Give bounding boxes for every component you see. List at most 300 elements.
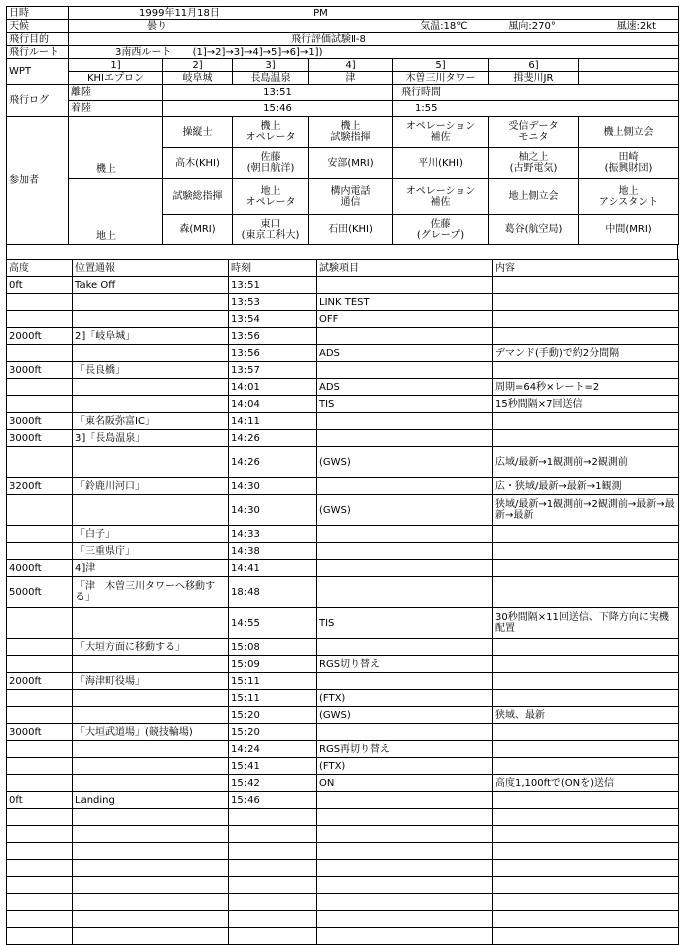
cell-line: 補佐 (430, 132, 451, 143)
weather-label: 天候 (7, 20, 69, 33)
cell-line: 高木(KHI) (175, 157, 220, 169)
test-item-cell: TIS (317, 608, 493, 639)
test-item-cell (317, 560, 493, 577)
empty-cell (493, 877, 679, 894)
cell-line: 地上 (618, 185, 639, 197)
cell-line: 平川(KHI) (418, 157, 463, 169)
empty-cell (317, 928, 493, 945)
table-row (7, 495, 679, 526)
empty-cell (7, 877, 73, 894)
empty-cell (73, 894, 229, 911)
test-item-cell (317, 430, 493, 447)
position-cell: 「三重県庁」 (73, 543, 229, 560)
position-cell: 「海津町役場」 (73, 673, 229, 690)
position-cell (73, 775, 229, 792)
time-cell: 15:46 (229, 792, 317, 809)
table-row (7, 478, 679, 495)
onboard-name (309, 148, 393, 179)
wpt-name: 木曽三川タワー (393, 72, 489, 85)
onboard-label: 機上 (96, 164, 116, 175)
test-item-cell (317, 577, 493, 608)
content-cell (493, 311, 679, 328)
landing-row (7, 101, 679, 117)
time-cell: 14:55 (229, 608, 317, 639)
wpt-number: 6] (489, 59, 579, 72)
time-cell: 14:24 (229, 741, 317, 758)
position-cell: 「大垣方面に移動する」 (73, 639, 229, 656)
time-cell: 13:54 (229, 311, 317, 328)
content-cell: 高度1,100ftで(ONを)送信 (493, 775, 679, 792)
altitude-cell (7, 294, 73, 311)
test-item-cell: OFF (317, 311, 493, 328)
test-item-cell: (FTX) (317, 690, 493, 707)
time-cell: 14:38 (229, 543, 317, 560)
empty-row (7, 860, 679, 877)
empty-cell (317, 911, 493, 928)
ground-name (163, 215, 233, 245)
content-cell (493, 741, 679, 758)
test-item-cell: TIS (317, 396, 493, 413)
test-item-cell: ADS (317, 345, 493, 362)
empty-cell (229, 894, 317, 911)
altitude-cell (7, 526, 73, 543)
ground-role (233, 179, 309, 215)
cell-line: 機上 (260, 121, 281, 132)
ground-name (579, 215, 679, 245)
onboard-role (309, 117, 393, 148)
altitude-cell: 3000ft (7, 724, 73, 741)
cell-line: 田崎 (618, 152, 639, 163)
time-cell: 14:33 (229, 526, 317, 543)
cell-line: 柚之上 (518, 152, 549, 163)
empty-cell (229, 826, 317, 843)
cell-line: 東口 (260, 218, 281, 230)
ground-role (163, 179, 233, 215)
cell-line: (東京工科大) (241, 229, 300, 241)
cell-line: オペレーション (405, 121, 476, 132)
altitude-cell (7, 639, 73, 656)
empty-row (7, 843, 679, 860)
empty-cell (317, 877, 493, 894)
wpt-name: KHIエプロン (69, 72, 163, 85)
altitude-cell (7, 543, 73, 560)
altitude-cell: 3000ft (7, 413, 73, 430)
empty-cell (317, 843, 493, 860)
test-item-cell (317, 673, 493, 690)
content-cell (493, 792, 679, 809)
table-row (7, 311, 679, 328)
altitude-cell (7, 775, 73, 792)
table-row (7, 656, 679, 673)
altitude-cell: 3000ft (7, 430, 73, 447)
content-cell (493, 543, 679, 560)
wpt-label: WPT (7, 59, 69, 85)
altitude-cell: 0ft (7, 277, 73, 294)
empty-cell (7, 928, 73, 945)
empty-cell (7, 809, 73, 826)
cell-line: (振興財団) (604, 163, 653, 174)
cell-line: アシスタント (598, 196, 659, 208)
time-cell: 15:20 (229, 707, 317, 724)
empty-cell (493, 911, 679, 928)
content-cell: 15秒間隔×7回送信 (493, 396, 679, 413)
content-cell (493, 430, 679, 447)
cell-line: (グレープ) (416, 229, 465, 241)
time-cell: 13:51 (229, 277, 317, 294)
table-row (7, 577, 679, 608)
purpose-row (7, 33, 679, 46)
position-cell (73, 379, 229, 396)
route-label: 飛行ルート (7, 46, 69, 59)
cell-line: 佐藤 (260, 152, 281, 163)
position-cell: 「白子」 (73, 526, 229, 543)
content-cell: 狭域、最新 (493, 707, 679, 724)
table-row (7, 430, 679, 447)
test-item-cell (317, 792, 493, 809)
empty-cell (73, 911, 229, 928)
time-cell: 15:11 (229, 690, 317, 707)
content-cell: 広・狭域/最新→最新→1観測 (493, 478, 679, 495)
empty-cell (493, 894, 679, 911)
ground-label: 地上 (96, 231, 116, 242)
content-cell (493, 758, 679, 775)
content-cell (493, 690, 679, 707)
ground-name (309, 215, 393, 245)
content-cell (493, 560, 679, 577)
time-cell: 15:08 (229, 639, 317, 656)
altitude-cell (7, 311, 73, 328)
header-test-item: 試験項目 (317, 260, 493, 277)
table-row (7, 345, 679, 362)
onboard-role (393, 117, 489, 148)
table-row (7, 526, 679, 543)
test-item-cell (317, 543, 493, 560)
ground-role (393, 179, 489, 215)
test-item-cell (317, 277, 493, 294)
position-cell (73, 447, 229, 478)
altitude-cell (7, 379, 73, 396)
purpose-value: 飛行評価試験Ⅱ-8 (69, 33, 679, 46)
test-item-cell: ON (317, 775, 493, 792)
table-row (7, 328, 679, 345)
test-item-cell (317, 526, 493, 543)
cell-line: 試験総指揮 (172, 191, 223, 202)
onboard-name (393, 148, 489, 179)
test-item-cell (317, 639, 493, 656)
flight-info-table (6, 6, 679, 245)
altitude-cell (7, 495, 73, 526)
test-item-cell (317, 724, 493, 741)
route-name: 3南西ルート (115, 46, 172, 58)
time-cell: 15:09 (229, 656, 317, 673)
wind-speed: 風速:2kt (616, 20, 657, 32)
empty-cell (493, 860, 679, 877)
cell-line: 構内電話 (330, 185, 371, 197)
content-cell (493, 673, 679, 690)
empty-cell (229, 809, 317, 826)
test-item-cell: (GWS) (317, 707, 493, 724)
altitude-cell: 0ft (7, 792, 73, 809)
empty-cell (7, 843, 73, 860)
cell-line: 地上 (260, 185, 281, 197)
ground-name (233, 215, 309, 245)
onboard-role (579, 117, 679, 148)
takeoff-row (7, 85, 679, 101)
altitude-cell (7, 758, 73, 775)
content-cell (493, 362, 679, 379)
empty-cell (493, 826, 679, 843)
temperature: 気温:18℃ (420, 20, 468, 32)
empty-row (7, 911, 679, 928)
position-cell (73, 656, 229, 673)
cell-line: 地上側立会 (508, 191, 559, 202)
header-altitude: 高度 (7, 260, 73, 277)
empty-cell (317, 809, 493, 826)
table-row (7, 277, 679, 294)
test-item-cell: (GWS) (317, 495, 493, 526)
empty-cell (7, 860, 73, 877)
position-cell (73, 758, 229, 775)
empty-cell (73, 877, 229, 894)
cell-line: 葛谷(航空局) (504, 224, 563, 235)
altitude-cell (7, 741, 73, 758)
landing-label: 着陸 (69, 101, 163, 117)
position-cell (73, 608, 229, 639)
empty-cell (229, 928, 317, 945)
empty-cell (317, 860, 493, 877)
cell-line: 操縦士 (182, 126, 213, 138)
onboard-name (163, 148, 233, 179)
onboard-role (163, 117, 233, 148)
altitude-cell (7, 396, 73, 413)
content-cell (493, 577, 679, 608)
table-row (7, 294, 679, 311)
time-cell: 13:56 (229, 345, 317, 362)
position-cell: 「東名阪弥富IC」 (73, 413, 229, 430)
time-cell: 15:41 (229, 758, 317, 775)
empty-cell (229, 843, 317, 860)
altitude-cell (7, 447, 73, 478)
empty-cell (493, 809, 679, 826)
content-cell (493, 724, 679, 741)
position-cell (73, 707, 229, 724)
test-item-cell (317, 362, 493, 379)
cell-line: オペレータ (245, 132, 296, 143)
test-item-cell: (GWS) (317, 447, 493, 478)
altitude-cell: 2000ft (7, 328, 73, 345)
empty-cell (73, 826, 229, 843)
ground-role (309, 179, 393, 215)
position-cell (73, 690, 229, 707)
wpt-name-row (7, 72, 679, 85)
onboard-roles-row (7, 117, 679, 148)
table-row (7, 724, 679, 741)
cell-line: モニタ (518, 132, 549, 143)
empty-row (7, 894, 679, 911)
wpt-name: 津 (309, 72, 393, 85)
weather-value: 曇り (147, 20, 167, 32)
position-cell (73, 311, 229, 328)
wpt-name: 揖斐川JR (489, 72, 579, 85)
date-row (7, 7, 679, 20)
table-row (7, 758, 679, 775)
empty-cell (73, 928, 229, 945)
test-item-cell: RGS再切り替え (317, 741, 493, 758)
table-row (7, 792, 679, 809)
wind-direction: 風向:270° (508, 20, 556, 32)
table-row (7, 775, 679, 792)
position-cell (73, 345, 229, 362)
weather-row (7, 20, 679, 33)
table-row (7, 560, 679, 577)
cell-line: 中間(MRI) (605, 224, 652, 235)
date-value: 1999年11月18日 (139, 7, 220, 19)
empty-cell (493, 843, 679, 860)
content-cell (493, 526, 679, 543)
time-cell: 15:20 (229, 724, 317, 741)
content-cell: デマンド(手動)で約2分間隔 (493, 345, 679, 362)
empty-cell (7, 826, 73, 843)
ground-role (489, 179, 579, 215)
log-header-row (7, 260, 679, 277)
table-row (7, 362, 679, 379)
altitude-cell (7, 656, 73, 673)
wpt-name: 長島温泉 (233, 72, 309, 85)
takeoff-time: 13:51 (163, 85, 393, 101)
position-cell: 4]津 (73, 560, 229, 577)
empty-cell (7, 911, 73, 928)
altitude-cell (7, 690, 73, 707)
position-cell (73, 741, 229, 758)
position-cell: 2]「岐阜城」 (73, 328, 229, 345)
cell-line: オペレーション (405, 185, 476, 197)
log-body (7, 277, 679, 945)
content-cell (493, 639, 679, 656)
time-cell: 13:53 (229, 294, 317, 311)
route-row (7, 46, 679, 59)
position-cell: Landing (73, 792, 229, 809)
wpt-number-row (7, 59, 679, 72)
empty-cell (7, 894, 73, 911)
table-row (7, 396, 679, 413)
time-cell: 15:42 (229, 775, 317, 792)
ground-role (579, 179, 679, 215)
flight-log-table (6, 259, 679, 945)
test-item-cell: (FTX) (317, 758, 493, 775)
content-cell: 狭域/最新→1観測前→2観測前→最新→最新→最新 (493, 495, 679, 526)
time-cell: 14:11 (229, 413, 317, 430)
content-cell (493, 656, 679, 673)
ground-name (393, 215, 489, 245)
altitude-cell (7, 707, 73, 724)
empty-cell (229, 877, 317, 894)
empty-cell (317, 826, 493, 843)
cell-line: 安部(MRI) (327, 157, 374, 169)
altitude-cell: 2000ft (7, 673, 73, 690)
altitude-cell (7, 608, 73, 639)
position-cell (73, 495, 229, 526)
wpt-number: 2] (163, 59, 233, 72)
time-cell: 14:01 (229, 379, 317, 396)
date-ampm: PM (313, 7, 328, 19)
cell-line: 機上側立会 (603, 126, 654, 138)
empty-row (7, 877, 679, 894)
content-cell: 30秒間隔×11回送信、下降方向に実機配置 (493, 608, 679, 639)
cell-line: オペレータ (245, 196, 296, 208)
table-row (7, 447, 679, 478)
test-item-cell: ADS (317, 379, 493, 396)
position-cell: 3]「長島温泉」 (73, 430, 229, 447)
test-item-cell (317, 413, 493, 430)
wpt-number: 5] (393, 59, 489, 72)
time-cell: 15:11 (229, 673, 317, 690)
position-cell (73, 294, 229, 311)
table-row (7, 379, 679, 396)
content-cell: 周期=64秒×レート=2 (493, 379, 679, 396)
altitude-cell: 5000ft (7, 577, 73, 608)
date-label: 日時 (7, 7, 69, 20)
empty-cell (229, 911, 317, 928)
position-cell: 「津 木曽三川タワーへ移動する」 (73, 577, 229, 608)
altitude-cell: 3200ft (7, 478, 73, 495)
onboard-role (233, 117, 309, 148)
table-row (7, 690, 679, 707)
onboard-name (233, 148, 309, 179)
landing-time: 15:46 (163, 101, 393, 117)
time-cell: 13:56 (229, 328, 317, 345)
route-sequence: (1]→2]→3]→4]→5]→6]→1]) (192, 46, 323, 58)
empty-cell (73, 809, 229, 826)
header-content: 内容 (493, 260, 679, 277)
purpose-label: 飛行目的 (7, 33, 69, 46)
time-cell: 14:26 (229, 430, 317, 447)
table-row (7, 543, 679, 560)
wpt-number: 4] (309, 59, 393, 72)
table-row (7, 741, 679, 758)
empty-row (7, 826, 679, 843)
content-cell: 広域/最新→1観測前→2観測前 (493, 447, 679, 478)
empty-row (7, 809, 679, 826)
time-cell: 14:30 (229, 478, 317, 495)
cell-line: 通信 (340, 196, 361, 208)
table-row (7, 413, 679, 430)
time-cell: 13:57 (229, 362, 317, 379)
cell-line: 森(MRI) (179, 224, 216, 235)
position-cell (73, 396, 229, 413)
content-cell (493, 413, 679, 430)
empty-cell (73, 860, 229, 877)
test-item-cell: LINK TEST (317, 294, 493, 311)
time-cell: 14:41 (229, 560, 317, 577)
empty-cell (229, 860, 317, 877)
table-row (7, 639, 679, 656)
participants-label: 参加者 (7, 117, 69, 245)
cell-line: 佐藤 (430, 218, 451, 230)
ground-roles-row (7, 179, 679, 215)
cell-line: 補佐 (430, 196, 451, 208)
content-cell (493, 328, 679, 345)
duration-label: 飛行時間 (393, 85, 679, 101)
cell-line: 石田(KHI) (328, 224, 373, 235)
cell-line: 受信データ (508, 121, 559, 132)
cell-line: 機上 (340, 121, 361, 132)
wpt-number: 3] (233, 59, 309, 72)
header-position: 位置通報 (73, 260, 229, 277)
time-cell: 18:48 (229, 577, 317, 608)
cell-line: (朝日航洋) (246, 163, 295, 174)
cell-line: 試験指揮 (330, 132, 371, 143)
time-cell: 14:04 (229, 396, 317, 413)
